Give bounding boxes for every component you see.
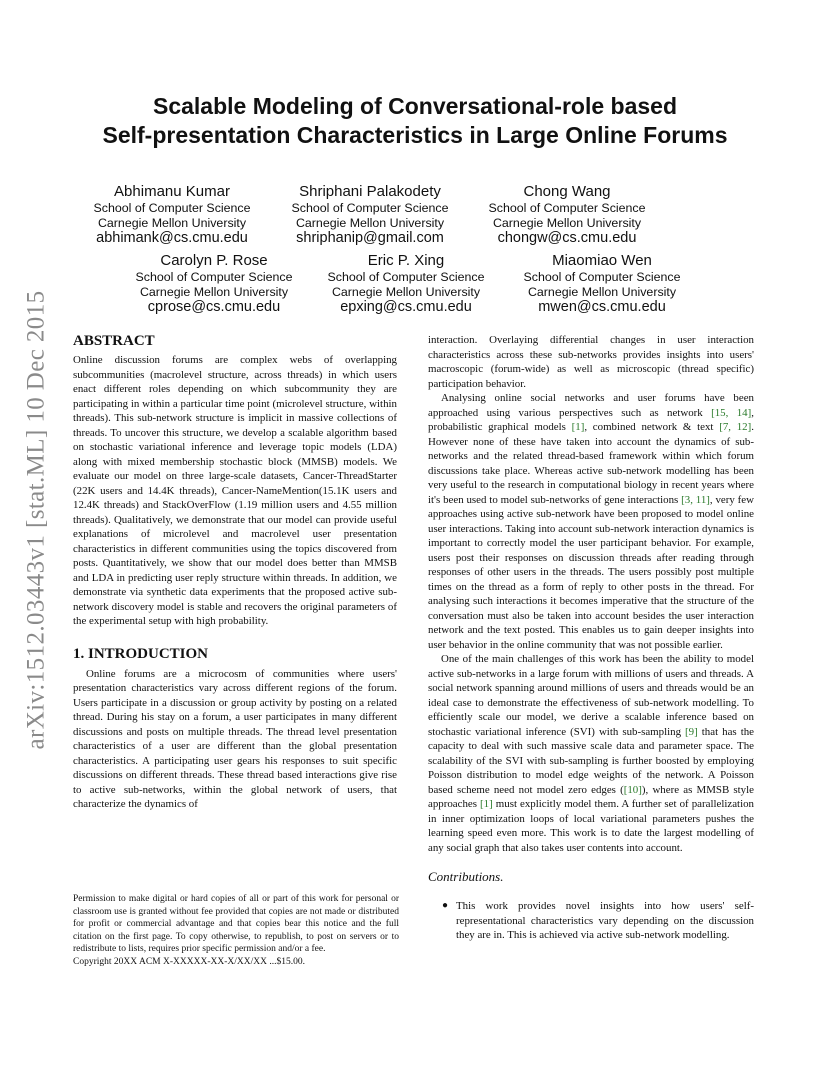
author-block — [502, 252, 702, 316]
author-email: mwen@cs.cmu.edu — [538, 299, 666, 315]
author-block — [270, 183, 470, 247]
citation-link[interactable]: [15, 14] — [711, 406, 752, 419]
author-block — [114, 252, 314, 316]
arxiv-stamp — [16, 270, 56, 770]
author-block — [467, 183, 667, 247]
copyright-line: Copyright 20XX ACM X-XXXXX-XX-X/XX/XX ...$15.00. — [73, 956, 305, 967]
citation-link[interactable]: [1] — [571, 421, 585, 433]
author-email: cprose@cs.cmu.edu — [147, 299, 281, 315]
left-column — [73, 332, 397, 812]
author-name: Shriphani Palakodety — [299, 183, 441, 200]
author-name: Carolyn P. Rose — [160, 252, 268, 269]
contributions-heading: Contributions. — [428, 869, 504, 884]
author-dept: School of Computer Science — [291, 201, 449, 215]
bullet-text: This work provides novel insights into how users' self- representational characteristics vary depending on the discussion they are in. This is achieved via active sub-network modelling. — [456, 900, 754, 941]
author-email: epxing@cs.cmu.edu — [340, 299, 472, 315]
challenges-paragraph: One of the main challenges of this work has been the ability to model active sub-networks in a large forum with millions of users and threads. A social network spanning around millions of users and threads would be an ideal case to demonstrate the effectiveness of sub-network modelling. To efficiently scale our model, we derive a scalable inference based on stochastic variational inference (SVI) with sub-sampling [9] that has the capacity to deal with such massive scale data and parameter space. The scalability of the SVI with sub-sampling is further boosted by employing Poisson distribution to model edge weights of the network. A Poisson based scheme need not model zero edges ([10]), where as MMSB style approaches [1] must explicitly model them. A further set of parallelization in inner optimization loops of local variational parameters pushes the learning speed even more. This work is to date the largest modelling of any social graph that also takes user contents into account. — [428, 653, 754, 854]
author-univ: Carnegie Mellon University — [331, 284, 481, 299]
author-univ: Carnegie Mellon University — [295, 215, 445, 230]
author-univ: Carnegie Mellon University — [492, 215, 642, 230]
author-name: Abhimanu Kumar — [114, 183, 230, 200]
author-dept: School of Computer Science — [135, 270, 293, 284]
author-dept: School of Computer Science — [93, 201, 251, 215]
abstract-text: Online discussion forums are complex webs of overlapping subcommunities (macrolevel structure, across threads) in which users enact different roles depending on which subcommunity they are participating in within a particular time point (microlevel structure, within threads). This sub-network structure is implicit in massive collections of threads. To uncover this structure, we develop a scalable algorithm based on stochastic variational inference and leverage topic models (LDA) along with mixed membership stochastic block (MMSB) models. We evaluate our model on three large-scale datasets, Cancer-ThreadStarter (22K users and 14.4K threads), Cancer-NameMention(15.1K users and 12.4K threads) and StackOverFlow (1.19 million users and 4.55 million threads). Qualitatively, we demonstrate that our model can provide useful explanations of microlevel and macrolevel user presentation characteristics in different communities using the topics discovered from posts. Quantitatively, we show that our model does better than MMSB and LDA in predicting user reply structure within threads. In addition, we demonstrate via synthetic data experiments that the proposed active sub-network discovery model is stable and recovers the original parameters of the experimental setup with high probability. — [73, 354, 397, 627]
title-line-2: Self-presentation Characteristics in Large Online Forums — [102, 122, 728, 148]
author-dept: School of Computer Science — [327, 270, 485, 284]
author-name: Eric P. Xing — [367, 252, 445, 269]
abstract-heading: ABSTRACT — [73, 333, 155, 349]
right-column — [428, 333, 754, 943]
citation-link[interactable]: [10] — [623, 783, 642, 796]
author-univ: Carnegie Mellon University — [527, 284, 677, 299]
author-dept: School of Computer Science — [488, 201, 646, 215]
permission-footnote — [73, 893, 399, 969]
contribution-bullet — [428, 899, 754, 943]
interaction-paragraph: interaction. Overlaying differential changes in user interaction characteristics across these sub-networks provides insights into users' macroscopic (forum-wide) as well as microscopic (thread specific) participation behavior. — [428, 334, 754, 390]
arxiv-stamp-text: arXiv:1512.03443v1 [stat.ML] 10 Dec 2015 — [22, 290, 50, 750]
citation-link[interactable]: [1] — [480, 798, 493, 810]
author-email: shriphanip@gmail.com — [296, 230, 444, 246]
author-dept: School of Computer Science — [523, 270, 681, 284]
author-email: chongw@cs.cmu.edu — [497, 230, 637, 246]
paper-title — [70, 92, 760, 150]
citation-link[interactable]: [9] — [685, 725, 698, 738]
title-line-1: Scalable Modeling of Conversational-role based — [152, 93, 677, 119]
permission-text: Permission to make digital or hard copies of all or part of this work for personal or classroom use is granted without fee provided that copies are not made or distributed for profit or commercial advantage and that copies bear this notice and the full citation on the first page. To copy otherwise, to republish, to post on servers or to redistribute to lists, requires prior specific permission and/or a fee. — [73, 894, 399, 955]
bullet-icon: ● — [442, 900, 449, 911]
author-block — [306, 252, 506, 316]
related-work-paragraph: Analysing online social networks and user forums have been approached using various perspectives such as network [15, 14], probabilistic graphical models [1], combined network & text [7, 12]. However none of these have taken into account the dynamics of sub-networks and the related thread-based framework within which forum discussions take place. Whereas active sub-network modelling has been very useful to the research in computational biology in recent years where it's been used to model sub-networks of gene interactions [3, 11], very few approaches using active sub-network have been proposed to model online user interactions. Taking into account sub-network interaction dynamics is important to correctly model the user participant behavior. For example, users post their responses on discussion threads after reading through responses of other users in the threads. The users possibly post multiple times on the thread as a form of reply to other posts in the thread. For analysing such interactions it becomes imperative that the structure of the conversation must also be taken into account besides the user interaction network and the text posted. This enables us to gain deeper insights into user behavior in the online community that was not possible earlier. — [428, 392, 754, 651]
citation-link[interactable]: [7, 12] — [719, 421, 752, 433]
citation-link[interactable]: [3, 11] — [681, 493, 710, 506]
author-name: Miaomiao Wen — [552, 252, 652, 269]
intro-paragraph: Online forums are a microcosm of communities where users' presentation characteristics vary across different regions of the forum. Users participate in a discussion or group activity by posting on a related thread. During his stay on a forum, a user participates in many different discussions and posts on multiple threads. The thread level presentation characteristics of a user are different than the global presentation characteristics. A participating user gears his responses to suit specific discussions on different threads. These thread based interactions give rise to active sub-networks, within the global network of users, that characterize the dynamics of — [73, 667, 397, 810]
author-block — [72, 183, 272, 247]
author-univ: Carnegie Mellon University — [139, 284, 289, 299]
author-univ: Carnegie Mellon University — [97, 215, 247, 230]
author-email: abhimank@cs.cmu.edu — [96, 230, 248, 246]
author-name: Chong Wang — [523, 183, 611, 200]
introduction-heading: 1. INTRODUCTION — [73, 645, 209, 662]
